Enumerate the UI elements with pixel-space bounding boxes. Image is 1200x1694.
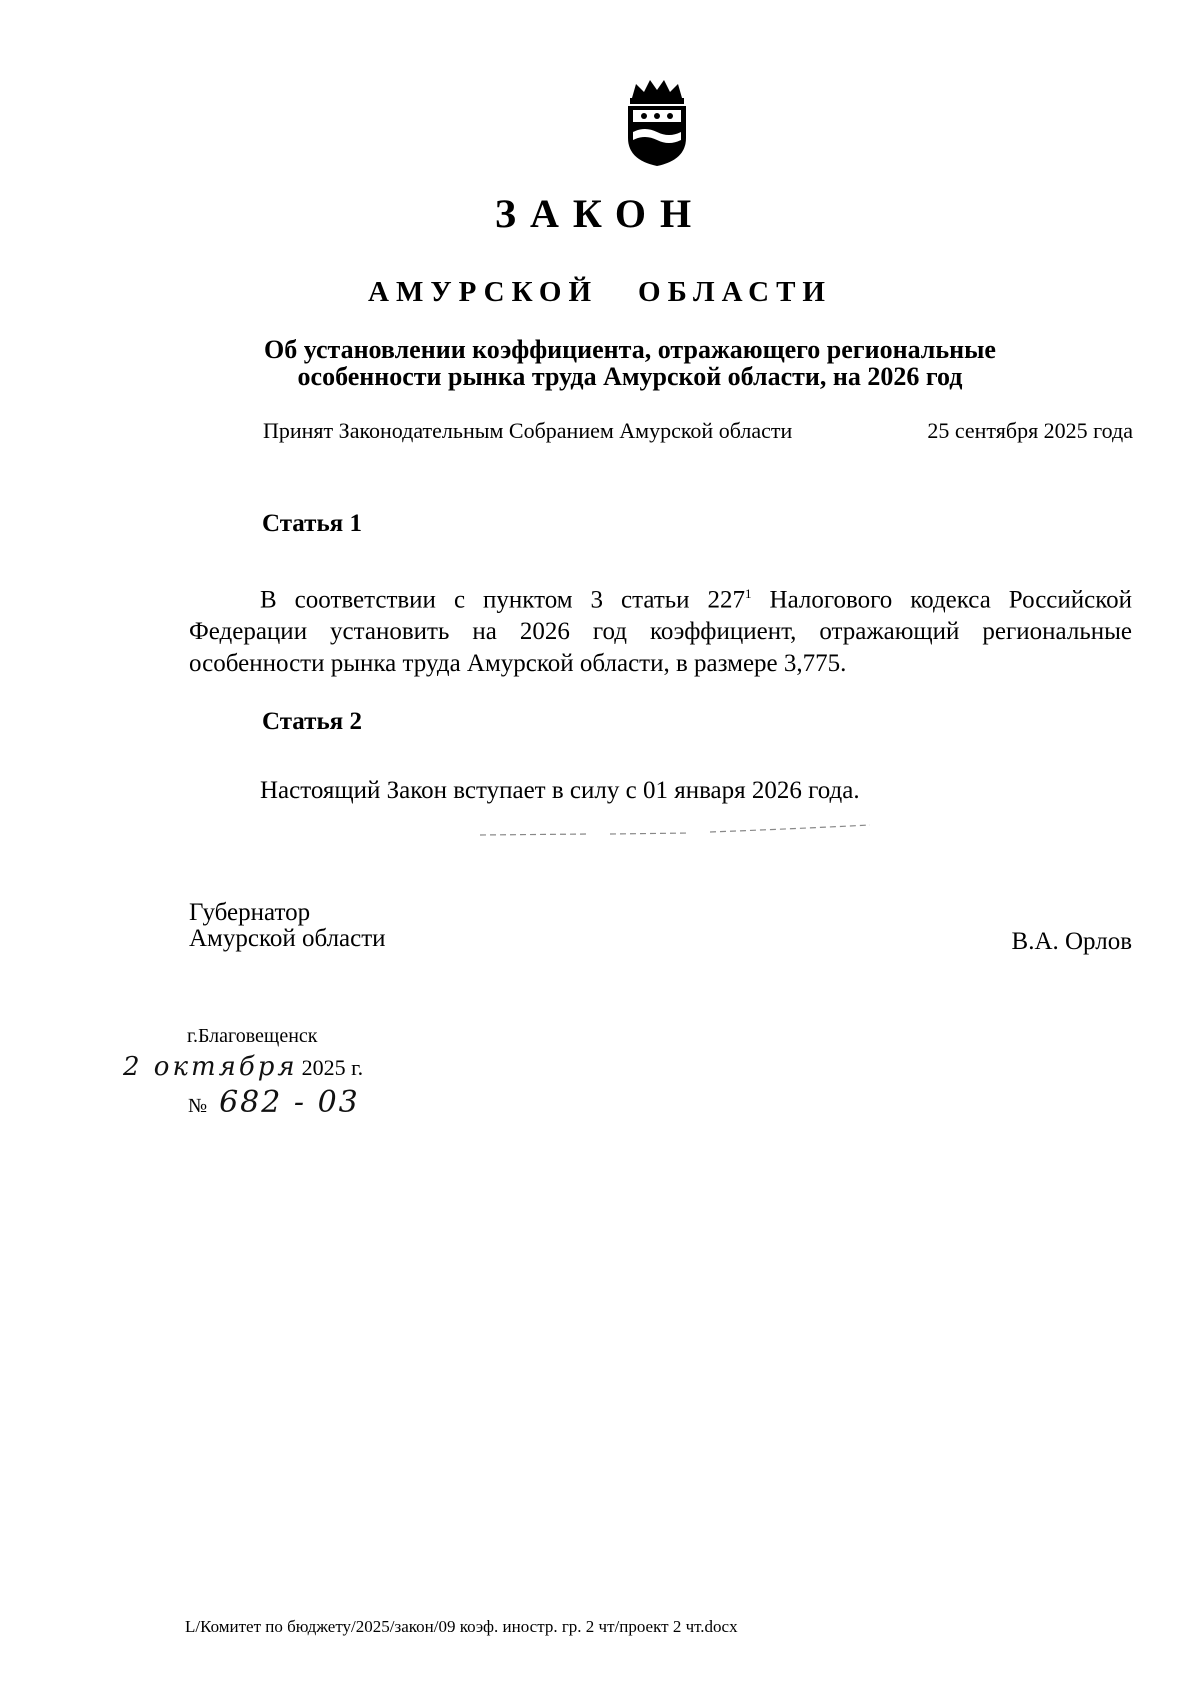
subject-line-1: Об установлении коэффициента, отражающего региональные: [264, 335, 996, 364]
adopted-date: 25 сентября 2025 года: [927, 418, 1133, 443]
adoption-info: [263, 418, 1133, 444]
handwritten-date: 2 октября: [123, 1052, 298, 1082]
law-number: [188, 1085, 360, 1120]
article-2-text: Настоящий Закон вступает в силу с 01 января 2026 года.: [260, 777, 860, 804]
governor-name: В.А. Орлов: [1011, 928, 1132, 955]
subject-line-2: особенности рынка труда Амурской области, на 2026 год: [297, 362, 963, 391]
governor-title-line-2: Амурской области: [189, 925, 386, 952]
handwritten-number: 682 - 03: [219, 1085, 360, 1120]
signing-date: [123, 1052, 363, 1088]
law-subject: [200, 336, 1060, 390]
place-of-signing: г.Благовещенск: [187, 1025, 318, 1047]
region-word-1: АМУРСКОЙ: [368, 276, 599, 308]
region-word-2: ОБЛАСТИ: [638, 276, 832, 308]
article-1-text-start: В соответствии с пунктом 3 статьи 227: [260, 586, 746, 614]
article-1-superscript: 1: [745, 586, 752, 601]
number-sign: №: [188, 1095, 208, 1117]
document-title: ЗАКОН: [494, 191, 706, 236]
footer-file-path: L/Комитет по бюджету/2025/закон/09 коэф. иностр. гр. 2 чт/проект 2 чт.docx: [185, 1617, 738, 1636]
article-2-heading: Статья 2: [262, 708, 362, 735]
adopted-by: Принят Законодательным Собранием Амурской области: [263, 418, 793, 443]
signature-stroke: [470, 823, 890, 837]
coat-of-arms-icon: [622, 76, 692, 168]
article-1-text: [189, 578, 1132, 680]
article-1-text-end: Налогового кодекса Российской Федерации установить на 2026 год коэффициент, отражающий региональные особенности рынка труда Амурской области, в размере 3,775.: [189, 586, 1132, 678]
date-year: 2025 г.: [301, 1055, 364, 1080]
article-1-heading: Статья 1: [262, 510, 362, 537]
region-title: [0, 276, 1200, 309]
governor-title: [189, 900, 386, 952]
governor-title-line-1: Губернатор: [189, 899, 311, 926]
